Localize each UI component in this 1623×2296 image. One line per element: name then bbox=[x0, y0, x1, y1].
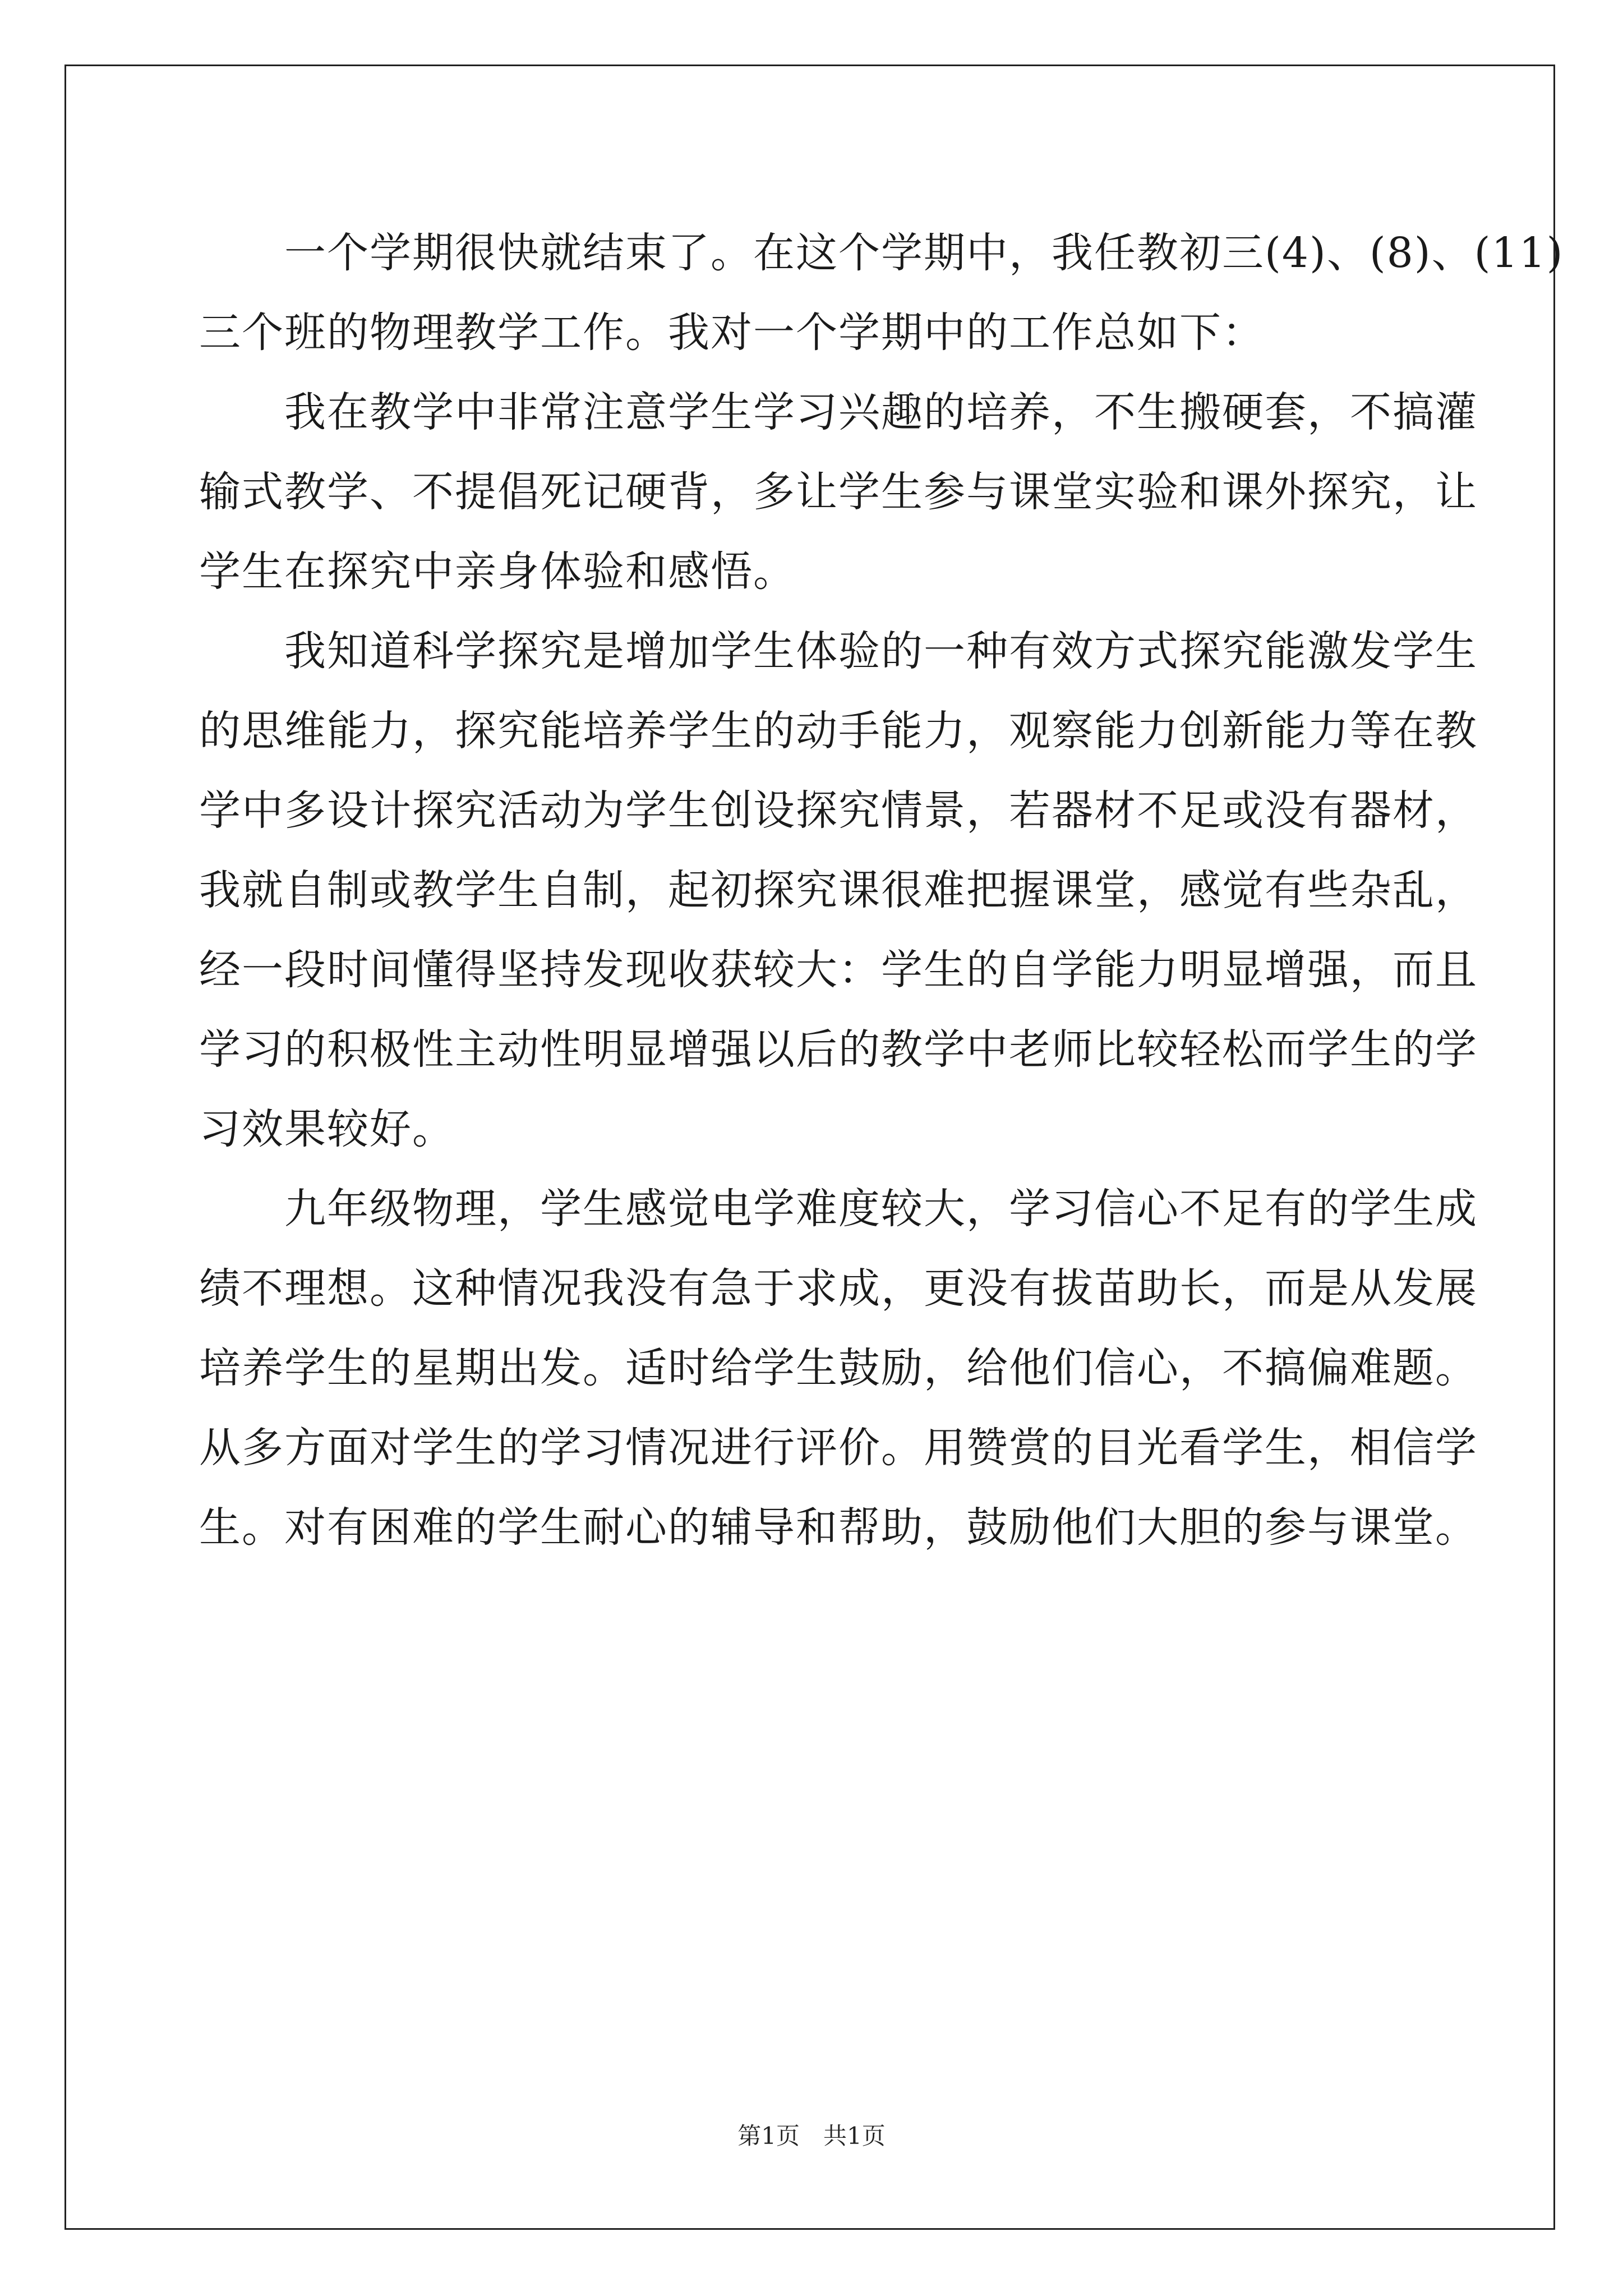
text-line: 的思维能力，探究能培养学生的动手能力，观察能力创新能力等在教 bbox=[199, 707, 1478, 755]
text-line: 学中多设计探究活动为学生创设探究情景，若器材不足或没有器材， bbox=[199, 786, 1478, 835]
paragraph-4 bbox=[199, 1169, 1478, 1567]
text-line: 输式教学、不提倡死记硬背，多让学生参与课堂实验和课外探究，让 bbox=[199, 468, 1478, 516]
text-line: 生。对有困难的学生耐心的辅导和帮助，鼓励他们大胆的参与课堂。 bbox=[199, 1503, 1478, 1552]
text-line: 学生在探究中亲身体验和感悟。 bbox=[199, 547, 796, 596]
text-line: 我就自制或教学生自制，起初探究课很难把握课堂，感觉有些杂乱， bbox=[199, 866, 1478, 914]
document-body bbox=[199, 213, 1564, 1567]
paragraph-2 bbox=[199, 372, 1478, 611]
text-line: 三个班的物理教学工作。我对一个学期中的工作总如下： bbox=[199, 309, 1265, 357]
paragraph-3 bbox=[199, 611, 1478, 1169]
text-line: 我知道科学探究是增加学生体验的一种有效方式探究能激发学生 bbox=[199, 627, 1478, 675]
text-line: 经一段时间懂得坚持发现收获较大：学生的自学能力明显增强，而且 bbox=[199, 946, 1478, 994]
text-line: 学习的积极性主动性明显增强以后的教学中老师比较轻松而学生的学 bbox=[199, 1025, 1478, 1074]
text-line: 绩不理想。这种情况我没有急于求成，更没有拔苗助长，而是从发展 bbox=[199, 1264, 1478, 1313]
text-line: 从多方面对学生的学习情况进行评价。用赞赏的目光看学生，相信学 bbox=[199, 1424, 1478, 1472]
paragraph-1 bbox=[199, 213, 1564, 372]
text-line: 一个学期很快就结束了。在这个学期中，我任教初三(4)、(8)、(11) bbox=[199, 229, 1564, 277]
text-line: 九年级物理，学生感觉电学难度较大，学习信心不足有的学生成 bbox=[199, 1185, 1478, 1233]
text-line: 我在教学中非常注意学生学习兴趣的培养，不生搬硬套，不搞灌 bbox=[199, 388, 1478, 436]
text-line: 习效果较好。 bbox=[199, 1105, 455, 1153]
page-footer: 第1页 共1页 bbox=[737, 2122, 886, 2150]
text-line: 培养学生的星期出发。适时给学生鼓励，给他们信心，不搞偏难题。 bbox=[199, 1344, 1478, 1392]
